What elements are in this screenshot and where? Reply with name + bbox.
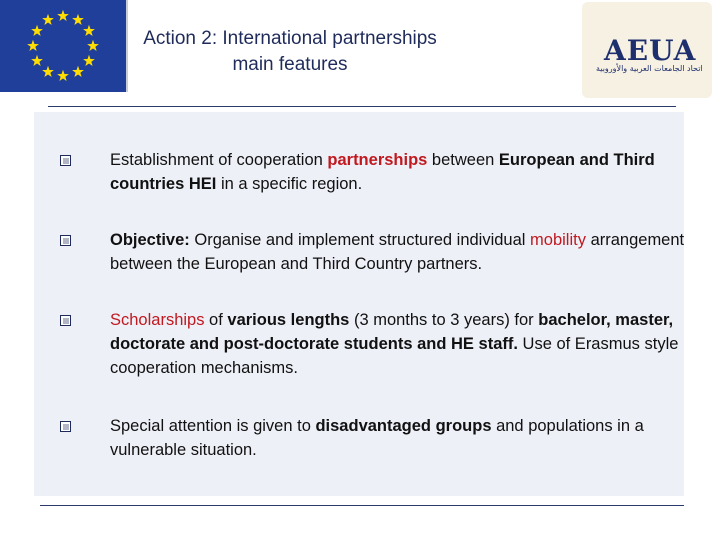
bullet-segment: Special attention is given to — [110, 417, 316, 435]
bullet-segment: Organise and implement structured individual — [189, 231, 531, 249]
eu-star-icon — [42, 14, 54, 25]
bullet-segment: partnerships — [327, 151, 428, 169]
checkbox-bullet-icon — [60, 315, 71, 326]
bullet-segment: various lengths — [227, 311, 350, 329]
content-panel — [34, 112, 684, 496]
eu-star-icon — [87, 40, 99, 51]
eu-star-icon — [57, 10, 69, 21]
slide-title-line-1: Action 2: International partnerships — [143, 28, 437, 49]
bullet-segment: Scholarships — [110, 311, 205, 329]
eu-star-icon — [83, 25, 95, 36]
aeua-logo-arabic-text: اتحاد الجامعات العربية والأوروبية — [596, 64, 703, 73]
bullet-text — [110, 148, 700, 196]
eu-star-icon — [72, 14, 84, 25]
eu-star-icon — [83, 55, 95, 66]
eu-star-icon — [27, 40, 39, 51]
slide-title-line-2: main features — [232, 54, 348, 75]
eu-stars-ring — [0, 0, 126, 92]
eu-star-icon — [72, 66, 84, 77]
bullet-text — [110, 228, 700, 276]
bullet-segment: Establishment of cooperation — [110, 151, 328, 169]
eu-star-icon — [42, 66, 54, 77]
aeua-logo — [582, 2, 712, 98]
bullet-segment: European and Third countries HEI — [110, 151, 655, 193]
top-divider — [48, 106, 676, 107]
checkbox-bullet-icon — [60, 155, 71, 166]
aeua-logo-text: AEUA — [604, 34, 697, 67]
bullet-text — [110, 414, 700, 462]
bullet-segment: (3 months to 3 years) for — [349, 311, 539, 329]
bullet-segment: in a specific region. — [216, 175, 363, 193]
bullet-segment: disadvantaged groups — [315, 417, 492, 435]
bullet-segment: mobility — [530, 231, 586, 249]
bullet-segment: bachelor, master, doctorate and post-doctorate students and HE staff. — [110, 311, 674, 353]
bullet-segment: of — [204, 311, 228, 329]
eu-star-icon — [57, 70, 69, 81]
eu-star-icon — [31, 55, 43, 66]
checkbox-bullet-icon — [60, 421, 71, 432]
bullet-text — [110, 308, 700, 380]
slide-title — [140, 26, 440, 78]
checkbox-bullet-icon — [60, 235, 71, 246]
bullet-segment: between — [427, 151, 499, 169]
bottom-divider — [40, 505, 684, 506]
bullet-segment: and populations in a vulnerable situation. — [110, 417, 644, 459]
bullet-segment: Objective: — [110, 231, 190, 249]
bullet-segment: arrangement between the European and Third Country partners. — [110, 231, 685, 273]
eu-flag-icon — [0, 0, 128, 92]
bullet-segment: Use of Erasmus style cooperation mechanisms. — [110, 335, 679, 377]
eu-star-icon — [31, 25, 43, 36]
